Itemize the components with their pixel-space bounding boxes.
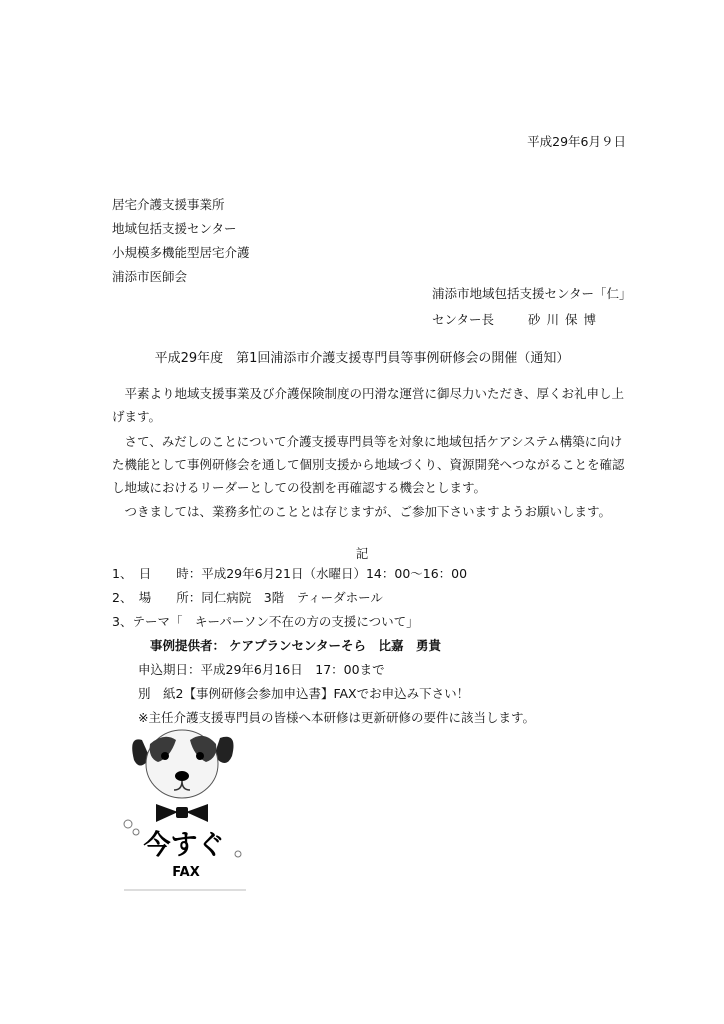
item-deadline: 申込期日：平成29年6月16日 17：00まで <box>138 662 385 677</box>
recipient-community-center: 地域包括支援センター <box>112 221 237 236</box>
recipient-list <box>112 193 250 289</box>
item-presenter-line <box>112 634 535 658</box>
sender-name: 砂川保博 <box>528 312 603 327</box>
item-place: 2、 場 所：同仁病院 3階 ティーダホール <box>112 590 383 605</box>
recipient-care-support-office: 居宅介護支援事業所 <box>112 197 225 212</box>
details-list <box>112 562 535 730</box>
item-attachment: 別 紙2【事例研修会参加申込書】FAXでお申込み下さい！ <box>138 686 470 701</box>
presenter-label: 事例提供者： <box>150 638 226 653</box>
stamp-sub-text: FAX <box>172 865 200 880</box>
item-date-time: 1、 日 時：平成29年6月21日（水曜日）14：00～16：00 <box>112 566 468 581</box>
dog-illustration-icon <box>120 718 250 894</box>
body-paragraph-3: つきましては、業務多忙のこととは存じますが、ご参加下さいますようお願いします。 <box>112 504 612 519</box>
fax-dog-stamp <box>120 718 250 894</box>
recipient-medical-association: 浦添市医師会 <box>112 269 188 284</box>
body-paragraph-1: 平素より地域支援事業及び介護保険制度の円滑な運営に御尽力いただき、厚くお礼申し上げます。 <box>112 386 625 424</box>
stamp-main-text: 今すぐ <box>143 830 225 861</box>
document-date: 平成29年6月９日 <box>527 134 626 149</box>
sender-title-line <box>432 307 632 333</box>
body-paragraph-2: さて、みだしのことについて介護支援専門員等を対象に地域包括ケアシステム構築に向けた機能として事例研修会を通して個別支援から地域づくり、資源開発へつながることを確認し地域におけるリーダーとしての役割を再確認する機会とします。 <box>112 434 625 495</box>
sender-block <box>432 281 632 333</box>
sender-org: 浦添市地域包括支援センター「仁」 <box>432 286 632 301</box>
recipient-small-scale-care: 小規模多機能型居宅介護 <box>112 245 250 260</box>
item-theme: 3、テーマ「 キーパーソン不在の方の支援について」 <box>112 614 419 629</box>
presenter-name: ケアプランセンターそら 比嘉 勇貴 <box>229 638 442 653</box>
sender-title: センター長 <box>432 312 495 327</box>
item-note: ※主任介護支援専門員の皆様へ本研修は更新研修の要件に該当します。 <box>138 710 535 725</box>
section-heading: 記 <box>355 546 369 561</box>
document-title: 平成29年度 第1回浦添市介護支援専門員等事例研修会の開催（通知） <box>154 351 570 366</box>
